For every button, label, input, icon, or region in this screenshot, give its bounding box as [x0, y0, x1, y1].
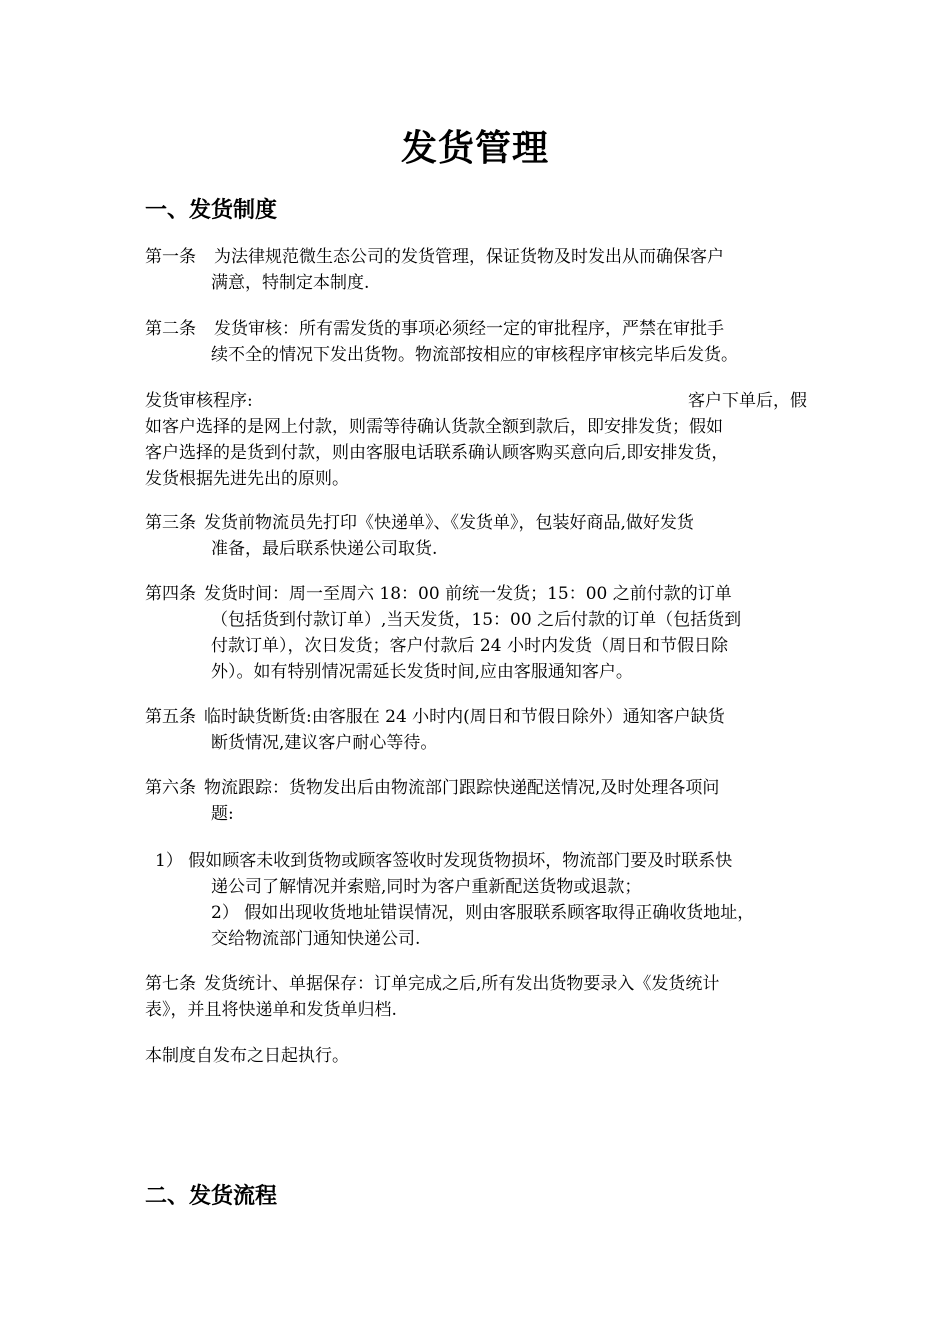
article-text: 发货时间：周一至周六 18：00 前统一发货；15：00 之前付款的订单 — [204, 584, 732, 604]
article-text: 满意，特制定本制度. — [211, 273, 370, 293]
effective-text: 本制度自发布之日起执行。 — [145, 1046, 349, 1066]
article-3 — [145, 510, 807, 562]
article-text: 发货前物流员先打印《快递单》、《发货单》，包装好商品,做好发货 — [204, 513, 694, 533]
article-text: 续不全的情况下发出货物。物流部按相应的审核程序审核完毕后发货。 — [211, 345, 738, 365]
article-text: 物流跟踪：货物发出后由物流部门跟踪快递配送情况,及时处理各项问 — [204, 778, 720, 798]
article-6 — [145, 775, 807, 827]
list-item — [145, 900, 807, 952]
article-4 — [145, 581, 807, 685]
article-text: 临时缺货断货:由客服在 24 小时内(周日和节假日除外）通知客户缺货 — [204, 707, 725, 727]
section-heading-process: 二、发货流程 — [145, 1184, 278, 1209]
article-text: 发货审核：所有需发货的事项必须经一定的审批程序，严禁在审批手 — [214, 319, 724, 339]
list-item-text: 交给物流部门通知快递公司. — [211, 929, 421, 949]
procedure-text: 发货根据先进先出的原则。 — [145, 469, 349, 489]
article-text: 外）。如有特别情况需延长发货时间,应由客服通知客户。 — [211, 662, 633, 682]
article-text: 表》，并且将快递单和发货单归档. — [145, 1000, 397, 1020]
article-text: 准备，最后联系快递公司取货. — [211, 539, 438, 559]
list-item-text: 2） 假如出现收货地址错误情况，则由客服联系顾客取得正确收货地址， — [211, 903, 755, 923]
article-7 — [145, 971, 807, 1023]
document-title: 发货管理 — [400, 128, 549, 169]
article-label: 第一条 — [145, 247, 196, 267]
article-label: 第三条 — [145, 513, 196, 533]
article-text: 题: — [211, 804, 234, 824]
article-text: 发货统计、单据保存：订单完成之后,所有发出货物要录入《发货统计 — [204, 974, 720, 994]
procedure-text: 客户下单后，假 — [688, 391, 807, 411]
article-text: 断货情况,建议客户耐心等待。 — [211, 733, 438, 753]
list-item-text: 1） 假如顾客未收到货物或顾客签收时发现货物损坏，物流部门要及时联系快 — [155, 851, 733, 871]
article-label: 第五条 — [145, 707, 196, 727]
article-label: 第二条 — [145, 319, 196, 339]
list-item-text: 递公司了解情况并索赔,同时为客户重新配送货物或退款； — [211, 877, 642, 897]
article-1 — [145, 244, 807, 296]
section-heading-policy: 一、发货制度 — [145, 198, 278, 223]
list-item — [155, 848, 807, 900]
article-text: 付款订单），次日发货；客户付款后 24 小时内发货（周日和节假日除 — [211, 636, 728, 656]
article-label: 第六条 — [145, 778, 196, 798]
article-5 — [145, 704, 807, 756]
procedure-label: 发货审核程序: — [145, 391, 253, 411]
article-label: 第四条 — [145, 584, 196, 604]
procedure-text: 如客户选择的是网上付款，则需等待确认货款全额到款后，即安排发货；假如 — [145, 417, 723, 437]
article-label: 第七条 — [145, 974, 196, 994]
article-text: （包括货到付款订单）,当天发货，15：00 之后付款的订单（包括货到 — [211, 610, 742, 630]
article-text: 为法律规范微生态公司的发货管理，保证货物及时发出从而确保客户 — [214, 247, 724, 267]
effective-statement — [145, 1043, 807, 1069]
procedure-text: 客户选择的是货到付款，则由客服电话联系确认顾客购买意向后,即安排发货， — [145, 443, 729, 463]
article-2 — [145, 316, 807, 368]
review-procedure — [145, 388, 807, 492]
